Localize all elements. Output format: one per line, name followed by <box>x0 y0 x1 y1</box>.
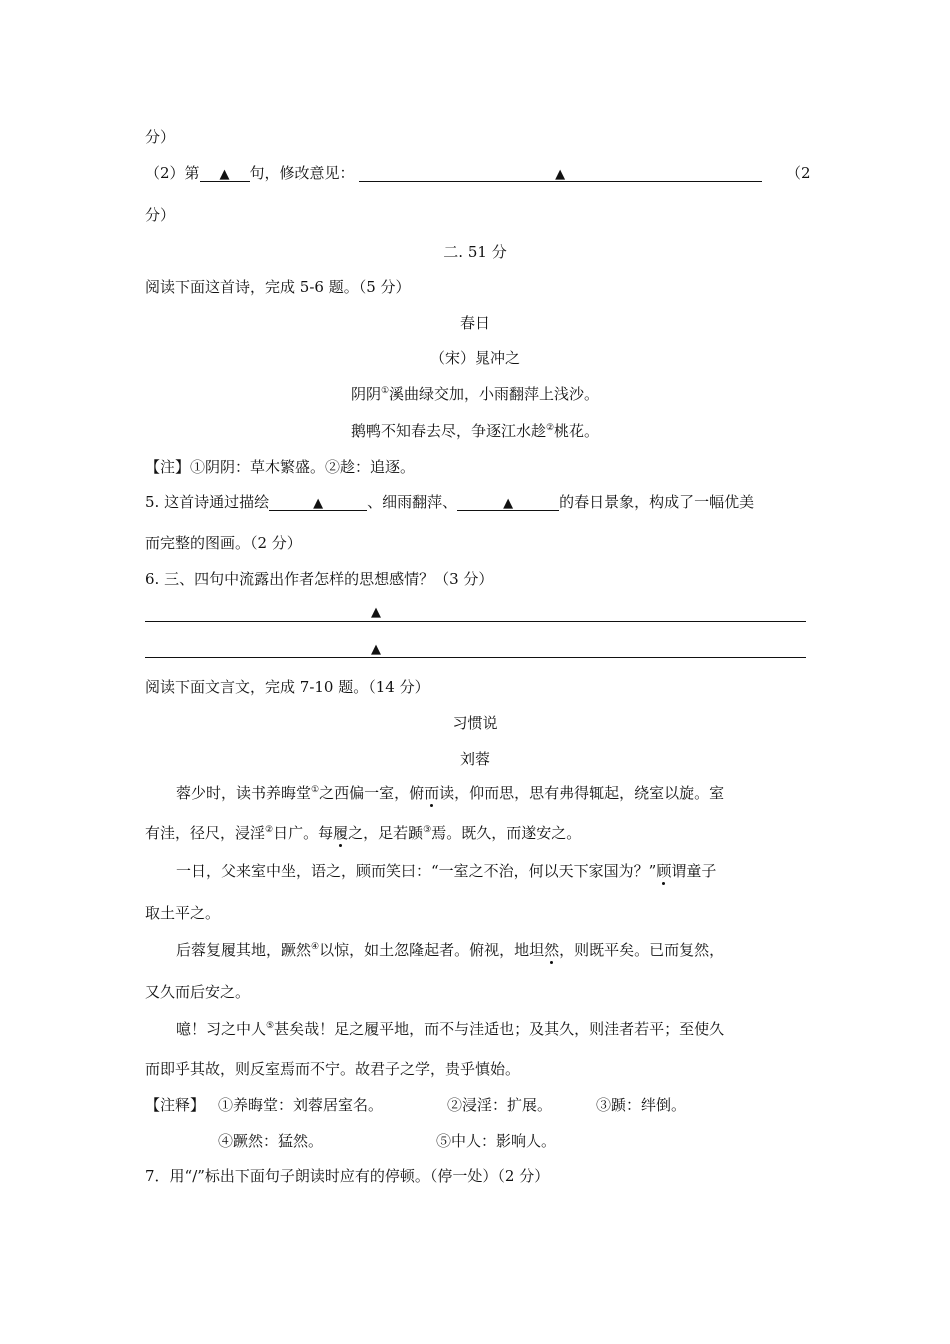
prose-p2-line-1 <box>176 861 716 881</box>
emphasis-dot-word: 然 <box>544 941 560 959</box>
text-run: 日广。每 <box>273 824 334 842</box>
q5-prefix: 5. 这首诗通过描绘 <box>145 493 270 511</box>
answer-triangle-icon: ▲ <box>503 496 514 511</box>
q6-question: 6. 三、四句中流露出作者怎样的思想感情？（3 分） <box>145 570 494 588</box>
footnote-marker: ① <box>311 785 320 795</box>
prose-p1-line-2 <box>145 823 581 843</box>
q5-blank-2[interactable] <box>457 492 559 511</box>
text-run: 谓童子 <box>671 862 717 880</box>
q4-part2-prefix: （2）第 <box>145 164 200 182</box>
answer-triangle-icon: ▲ <box>371 642 381 657</box>
note-2: ②浸淫：扩展。 <box>447 1096 553 1114</box>
prose-p2-line-2: 取土平之。 <box>145 904 221 922</box>
text-run: 之西偏一室，俯 <box>319 784 425 802</box>
answer-triangle-icon: ▲ <box>313 496 324 511</box>
q4-part2-score-a: （2 <box>786 164 811 182</box>
text-run: 焉。既久，而遂安之。 <box>431 824 582 842</box>
answer-triangle-icon: ▲ <box>219 167 230 182</box>
q5-suffix: 的春日景象，构成了一幅优美 <box>559 493 755 511</box>
section-heading: 二. 51 分 <box>443 243 507 261</box>
footnote-marker: ① <box>380 386 390 396</box>
poem-intro: 阅读下面这首诗，完成 5-6 题。（5 分） <box>145 278 411 296</box>
poem-line-2-a: 鹅鸭不知春去尽，争逐江水趁 <box>350 422 546 440</box>
note-4: ④蹶然：猛然。 <box>218 1132 324 1150</box>
q5-blank-1[interactable] <box>269 492 367 511</box>
text-run: ，则既平矣。已而复然， <box>559 941 725 959</box>
q7-question: 7．用“/”标出下面句子朗读时应有的停顿。（停一处）（2 分） <box>145 1167 550 1185</box>
poem-line-1-b: 溪曲绿交加，小雨翻萍上浅沙。 <box>389 385 600 403</box>
q4-blank-sentence[interactable] <box>200 163 250 182</box>
footnote-marker: ② <box>545 423 555 433</box>
q4-part2-line <box>145 163 762 183</box>
footnote-marker: ③ <box>423 825 432 835</box>
emphasis-dot-word: 履 <box>333 824 349 842</box>
q5-line-2: 而完整的图画。（2 分） <box>145 534 302 552</box>
prose-title: 习惯说 <box>452 714 498 732</box>
poem-line-1-a: 阴阴 <box>350 385 381 403</box>
note-3: ③踬：绊倒。 <box>596 1096 687 1114</box>
poem-line-1 <box>0 384 950 404</box>
prose-p3-line-2: 又久而后安之。 <box>145 983 251 1001</box>
answer-triangle-icon: ▲ <box>555 167 566 182</box>
footnote-marker: ② <box>265 825 274 835</box>
footnote-marker: ⑤ <box>266 1021 275 1031</box>
emphasis-dot-word: 顾 <box>656 862 672 880</box>
text-run: 后蓉复履其地，蹶然 <box>176 941 312 959</box>
q4-score-tail: 分） <box>145 128 176 146</box>
q5-mid: 、细雨翻萍、 <box>367 493 458 511</box>
emphasis-dot-word: 而 <box>424 784 440 802</box>
prose-p1-line-1 <box>176 783 724 803</box>
answer-triangle-icon: ▲ <box>371 605 381 620</box>
q6-answer-line-2[interactable] <box>145 657 806 658</box>
poem-line-2 <box>0 421 950 441</box>
footnote-marker: ④ <box>311 942 320 952</box>
q4-part2-mid: 句，修改意见： <box>249 164 355 182</box>
prose-author: 刘蓉 <box>459 750 490 768</box>
text-run: 蓉少时，读书养晦堂 <box>176 784 312 802</box>
text-run: 甚矣哉！足之履平地，而不与洼适也；及其久，则洼者若平；至使久 <box>274 1020 725 1038</box>
q6-answer-line-1[interactable] <box>145 621 806 622</box>
text-run: 一日，父来室中坐，语之，顾而笑曰：“一室之不治，何以天下家国为？” <box>176 862 657 880</box>
notes-label: 【注释】 <box>145 1096 206 1114</box>
q4-part2-score-b: 分） <box>145 206 176 224</box>
poem-author: （宋）晁冲之 <box>429 349 520 367</box>
note-5: ⑤中人：影响人。 <box>436 1132 557 1150</box>
text-run: 读，仰而思，思有弗得辄起，绕室以旋。室 <box>439 784 725 802</box>
text-run: 有洼，径尺，浸淫 <box>145 824 266 842</box>
text-run: 以惊，如土忽隆起者。俯视，地坦 <box>319 941 545 959</box>
prose-p3-line-1 <box>176 940 724 960</box>
note-1: ①养晦堂：刘蓉居室名。 <box>218 1096 384 1114</box>
text-run: 之，足若踬 <box>348 824 424 842</box>
prose-p4-line-2: 而即乎其故，则反室焉而不宁。故君子之学，贵乎慎始。 <box>145 1060 521 1078</box>
prose-intro: 阅读下面文言文，完成 7-10 题。（14 分） <box>145 678 430 696</box>
poem-line-2-b: 桃花。 <box>554 422 600 440</box>
q5-line-1 <box>145 492 754 512</box>
poem-title: 春日 <box>459 314 490 332</box>
prose-p4-line-1 <box>176 1019 724 1039</box>
q4-blank-revision[interactable] <box>359 163 762 182</box>
text-run: 噫！习之中人 <box>176 1020 267 1038</box>
poem-note: 【注】①阴阴：草木繁盛。②趁：追逐。 <box>145 458 416 476</box>
